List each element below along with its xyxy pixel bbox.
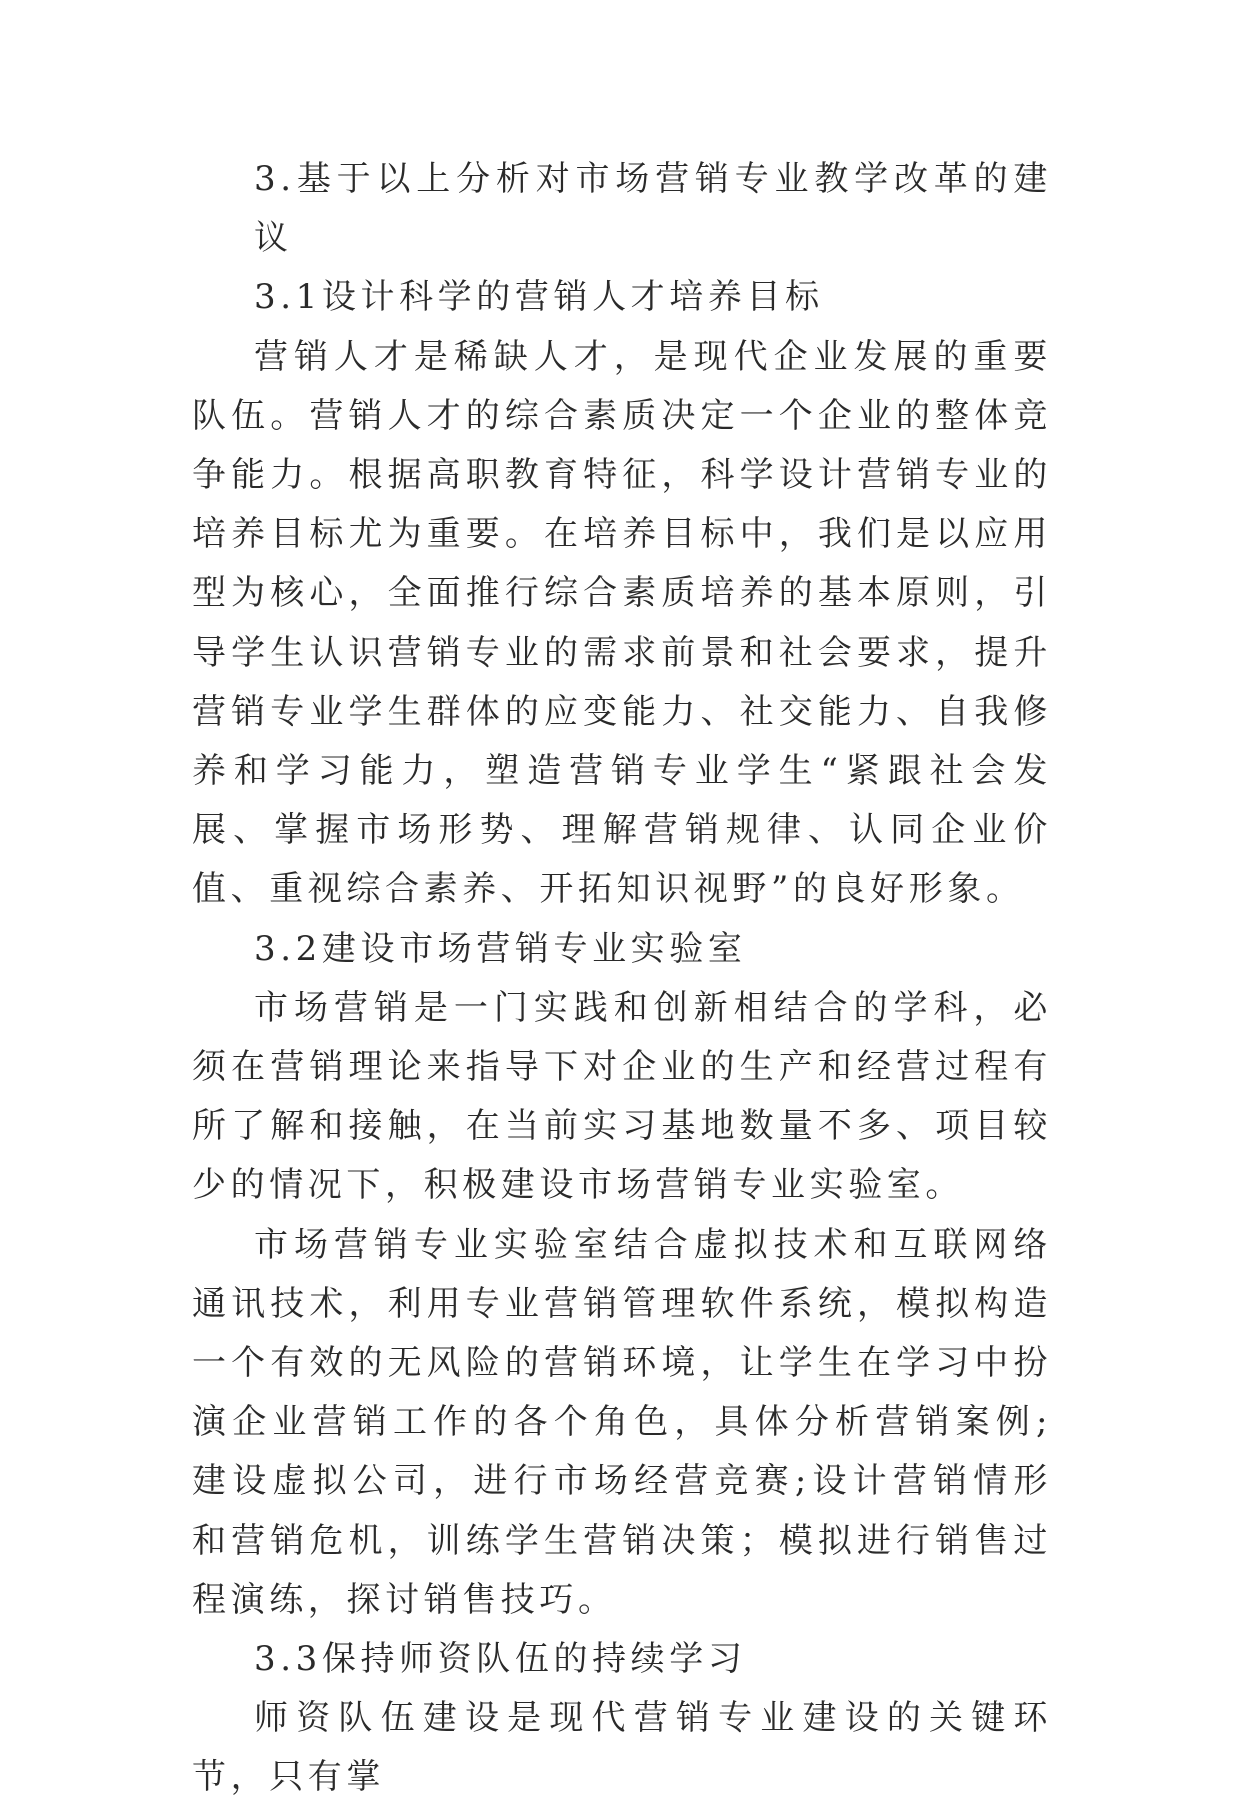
section-heading-3-3: 3.3保持师资队伍的持续学习 — [254, 1639, 747, 1680]
section-heading-3-2: 3.2建设市场营销专业实验室 — [254, 928, 747, 969]
paragraph-talent-goals: 营销人才是稀缺人才，是现代企业发展的重要队伍。营销人才的综合素质决定一个企业的整体竞争能力。根据高职教育特征，科学设计营销专业的培养目标尤为重要。在培养目标中，我们是以应用型为核心，全面推行综合素质培养的基本原则，引导学生认识营销专业的需求前景和社会要求，提升营销专业学生群体的应变能力、社交能力、自我修养和学习能力，塑造营销专业学生“紧跟社会发展、掌握市场形势、理解营销规律、认同企业价值、重视综合素养、开拓知识视野”的良好形象。 — [192, 336, 1052, 910]
paragraph-marketing-lab-intro: 市场营销是一门实践和创新相结合的学科，必须在营销理论来指导下对企业的生产和经营过程有所了解和接触，在当前实习基地数量不多、项目较少的情况下，积极建设市场营销专业实验室。 — [192, 987, 1052, 1206]
document-body — [192, 150, 1052, 1808]
paragraph-faculty-building: 师资队伍建设是现代营销专业建设的关键环节，只有掌 — [192, 1698, 1052, 1798]
paragraph-marketing-lab-details: 市场营销专业实验室结合虚拟技术和互联网络通讯技术，利用专业营销管理软件系统，模拟构造一个有效的无风险的营销环境，让学生在学习中扮演企业营销工作的各个角色，具体分析营销案例;建设虚拟公司，进行市场经营竞赛;设计营销情形和营销危机，训练学生营销决策；模拟进行销售过程演练，探讨销售技巧。 — [192, 1224, 1052, 1620]
section-heading-3-1: 3.1设计科学的营销人才培养目标 — [254, 277, 824, 318]
section-heading-3: 3.基于以上分析对市场营销专业教学改革的建议 — [254, 159, 1052, 259]
